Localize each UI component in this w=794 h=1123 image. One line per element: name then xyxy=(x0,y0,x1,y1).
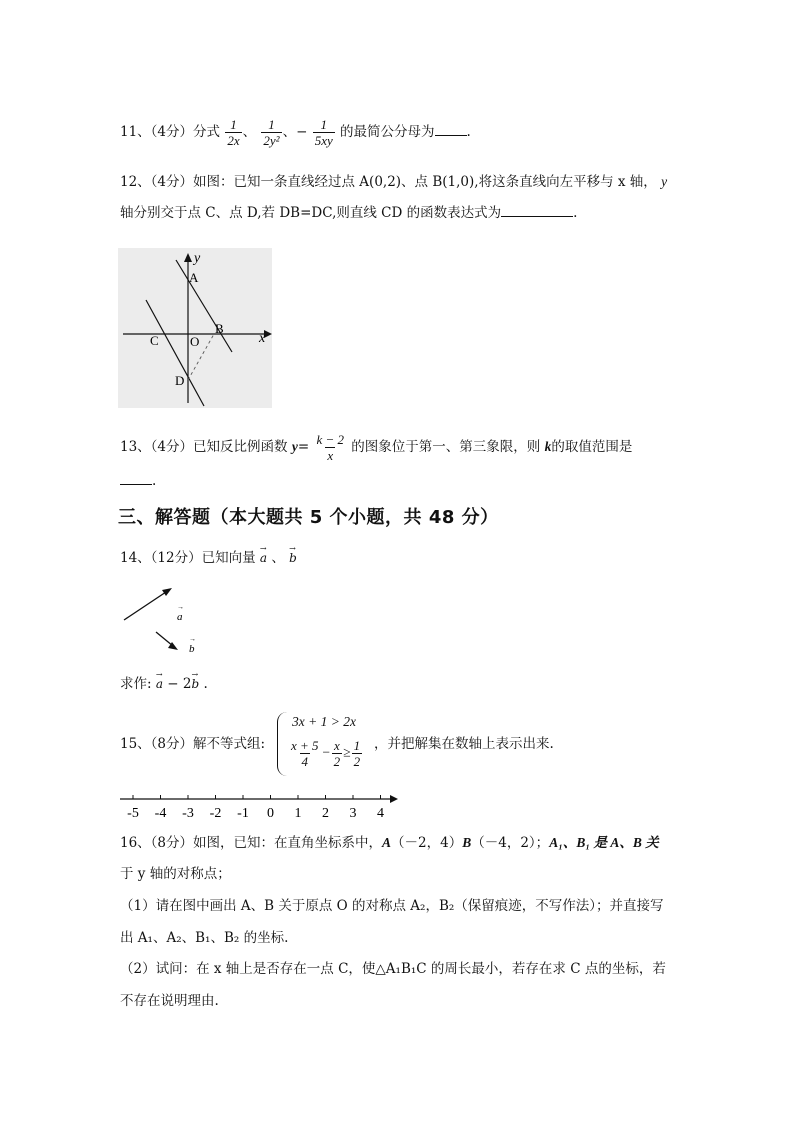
q14-vectors-figure xyxy=(118,582,218,662)
answer-blank[interactable] xyxy=(501,202,573,217)
q11-fraction-3: $\frac{1}{5xy}$ xyxy=(314,117,333,148)
q12-graph-figure xyxy=(118,248,278,410)
point-a-label: A xyxy=(189,270,199,285)
number-line-tick-label: -3 xyxy=(182,806,194,821)
number-line-tick-label: -2 xyxy=(209,806,222,821)
vector-b-label: b xyxy=(189,643,195,655)
question-12-line2: 轴分别交于点 C、点 D,若 DB=DC,则直线 CD 的函数表达式为 . xyxy=(120,202,577,223)
number-line-arrow-icon xyxy=(390,795,398,803)
inequality-2: $\frac{x + 5}{4}$ − $\frac{x}{2}$ ≥ $\frac{1}{2}$ xyxy=(291,738,361,769)
inequality-brace xyxy=(277,712,288,776)
number-line-tick-label: 4 xyxy=(377,806,384,821)
question-12-line1: 12、（4分）如图：已知一条直线经过点 A(0,2)、点 B(1,0),将这条直线向左平移与 x 轴， y xyxy=(120,174,668,190)
q13-fraction: $\frac{k - 2}{x}$ xyxy=(316,432,344,463)
question-14: 14、（12分）已知向量 → a 、 → b xyxy=(120,548,297,568)
q11-fraction-2: $\frac{1}{\text{2y²}}$ xyxy=(263,117,280,148)
number-line-tick-label: 0 xyxy=(267,806,274,821)
question-16-part2-line1: （2）试问：在 x 轴上是否存在一点 C，使△A₁B₁C 的周长最小，若存在求 C 点的坐标，若 xyxy=(120,961,666,977)
y-label: y xyxy=(194,251,201,266)
section-title: 三、解答题（本大题共 5 个小题，共 48 分） xyxy=(118,507,499,528)
question-16-part1-line2: 出 A₁、A₂、B₁、B₂ 的坐标. xyxy=(120,930,289,946)
svg-text:→: → xyxy=(189,635,196,643)
question-15-suffix: ，并把解集在数轴上表示出来. xyxy=(374,736,554,752)
point-c-label: C xyxy=(150,333,159,348)
q11-fraction-1: $\frac{1}{2x}$ xyxy=(227,117,240,148)
point-d-label: D xyxy=(175,373,185,388)
question-15-prefix: 15、（8分）解不等式组: xyxy=(120,736,266,752)
origin-label: O xyxy=(190,334,200,349)
number-line xyxy=(118,790,408,822)
number-line-tick-label: 3 xyxy=(349,806,357,821)
vector-a-arrow-icon xyxy=(124,592,166,620)
x-label: x xyxy=(259,331,266,346)
answer-blank[interactable] xyxy=(435,121,467,136)
answer-blank[interactable] xyxy=(120,470,152,485)
number-line-tick-label: -5 xyxy=(127,806,139,821)
svg-text:→: → xyxy=(177,603,184,611)
question-14-task: 求作: → a − 2→ b . xyxy=(120,674,208,694)
number-line-tick-label: -1 xyxy=(237,806,249,821)
question-16-line1: 16、（8分）如图，已知：在直角坐标系中，A（－2，4）B（－4，2）；A₁、B₁ 是 A、B 关 xyxy=(120,835,659,851)
question-16-line2: 于 y 轴的对称点； xyxy=(120,866,231,882)
number-line-tick-label: -4 xyxy=(154,806,167,821)
number-line-tick-label: 2 xyxy=(322,806,329,821)
vector-a-label: a xyxy=(177,611,183,623)
question-13: 13、（4分）已知反比例函数 y= $\frac{k - 2}{x}$ 的图象位于第一、第三象限，则 k的取值范围是 xyxy=(120,432,633,463)
q11-prefix: 11、（4分）分式 xyxy=(120,124,221,140)
q11-suffix: 的最简公分母为 xyxy=(340,124,435,140)
question-13-answer-line: . xyxy=(120,470,156,491)
number-line-tick-label: 1 xyxy=(294,806,302,821)
point-b-label: B xyxy=(215,321,224,336)
vector-b-arrow-icon xyxy=(156,632,173,646)
question-16-part1-line1: （1）请在图中画出 A、B 关于原点 O 的对称点 A₂，B₂（保留痕迹，不写作法）；并直接写 xyxy=(120,898,664,914)
question-11: 11、（4分）分式 $\frac{1}{2x}$ 、 $\frac{1}{\text{2y²}}$ 、− $\frac{1}{5xy}$ 的最简公分母为 . xyxy=(120,117,471,148)
question-16-part2-line2: 不存在说明理由. xyxy=(120,993,219,1009)
inequality-1: 3x + 1 > 2x xyxy=(292,714,356,729)
